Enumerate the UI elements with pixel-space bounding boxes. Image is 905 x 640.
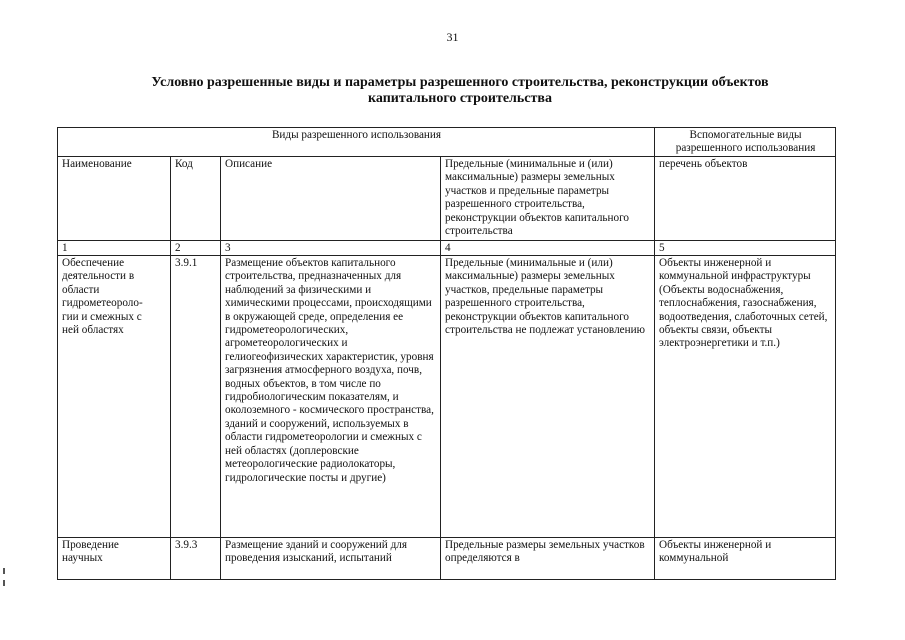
column-number: 5 <box>655 241 836 256</box>
header-permitted-use: Виды разрешенного использования <box>58 128 655 157</box>
table-column-header-row <box>58 157 836 241</box>
page-number: 31 <box>446 30 459 44</box>
column-header-objects: перечень объектов <box>655 157 836 241</box>
cell-name-text: Проведение научных <box>62 539 119 565</box>
header-auxiliary-use: Вспомогательные виды разрешенного использования <box>655 128 836 157</box>
cell-limits: Предельные размеры земельных участков определяются в <box>441 538 655 580</box>
column-header-description: Описание <box>221 157 441 241</box>
cell-limits: Предельные (минимальные и (или) максимальные) размеры земельных участков, предельные параметры разрешенного строительства, реконструкции объектов капитального строительства не подлежат установлению <box>441 256 655 538</box>
table-group-header-row <box>58 128 836 157</box>
cell-code: 3.9.1 <box>171 256 221 538</box>
cell-description: Размещение зданий и сооружений для проведения изысканий, испытаний <box>221 538 441 580</box>
column-number: 3 <box>221 241 441 256</box>
table-row <box>58 538 836 580</box>
cell-name <box>58 256 171 538</box>
column-number: 1 <box>58 241 171 256</box>
cell-description: Размещение объектов капитального строительства, предназначенных для наблюдений за физическими и химическими процессами, происходящими в окружающей среде, определения ее гидрометеорологических, агрометеорологических и гелиогеофизических характеристик, уровня загрязнения атмосферного воздуха, почв, водных объектов, в том числе по гидробиологическим показателям, и околоземного - космического пространства, зданий и сооружений, используемых в области гидрометеорологии и смежных с ней областях (доплеровские метеорологические радиолокаторы, гидрологические посты и другие) <box>221 256 441 538</box>
column-number: 2 <box>171 241 221 256</box>
scan-artifact-mark <box>3 568 5 574</box>
cell-auxiliary: Объекты инженерной и коммунальной <box>655 538 836 580</box>
column-header-limits: Предельные (минимальные и (или) максимальные) размеры земельных участков и предельные параметры разрешенного строительства, реконструкции объектов капитального строительства <box>441 157 655 241</box>
cell-auxiliary: Объекты инженерной и коммунальной инфраструктуры (Объекты водоснабжения, теплоснабжения, газоснабжения, водоотведения, слаботочных сетей, объекты связи, объекты электроэнергетики и т.п.) <box>655 256 836 538</box>
table-row <box>58 256 836 538</box>
column-header-code: Код <box>171 157 221 241</box>
cell-code: 3.9.3 <box>171 538 221 580</box>
column-header-name: Наименование <box>58 157 171 241</box>
cell-name-text: Обеспечение деятельности в области гидрометеороло- гии и смежных с ней областях <box>62 257 143 337</box>
regulations-table <box>57 127 836 580</box>
scan-artifact-mark <box>3 580 5 586</box>
column-number: 4 <box>441 241 655 256</box>
cell-name <box>58 538 171 580</box>
table-column-number-row <box>58 241 836 256</box>
document-title: Условно разрешенные виды и параметры разрешенного строительства, реконструкции объектов капитального строительства <box>151 75 769 106</box>
